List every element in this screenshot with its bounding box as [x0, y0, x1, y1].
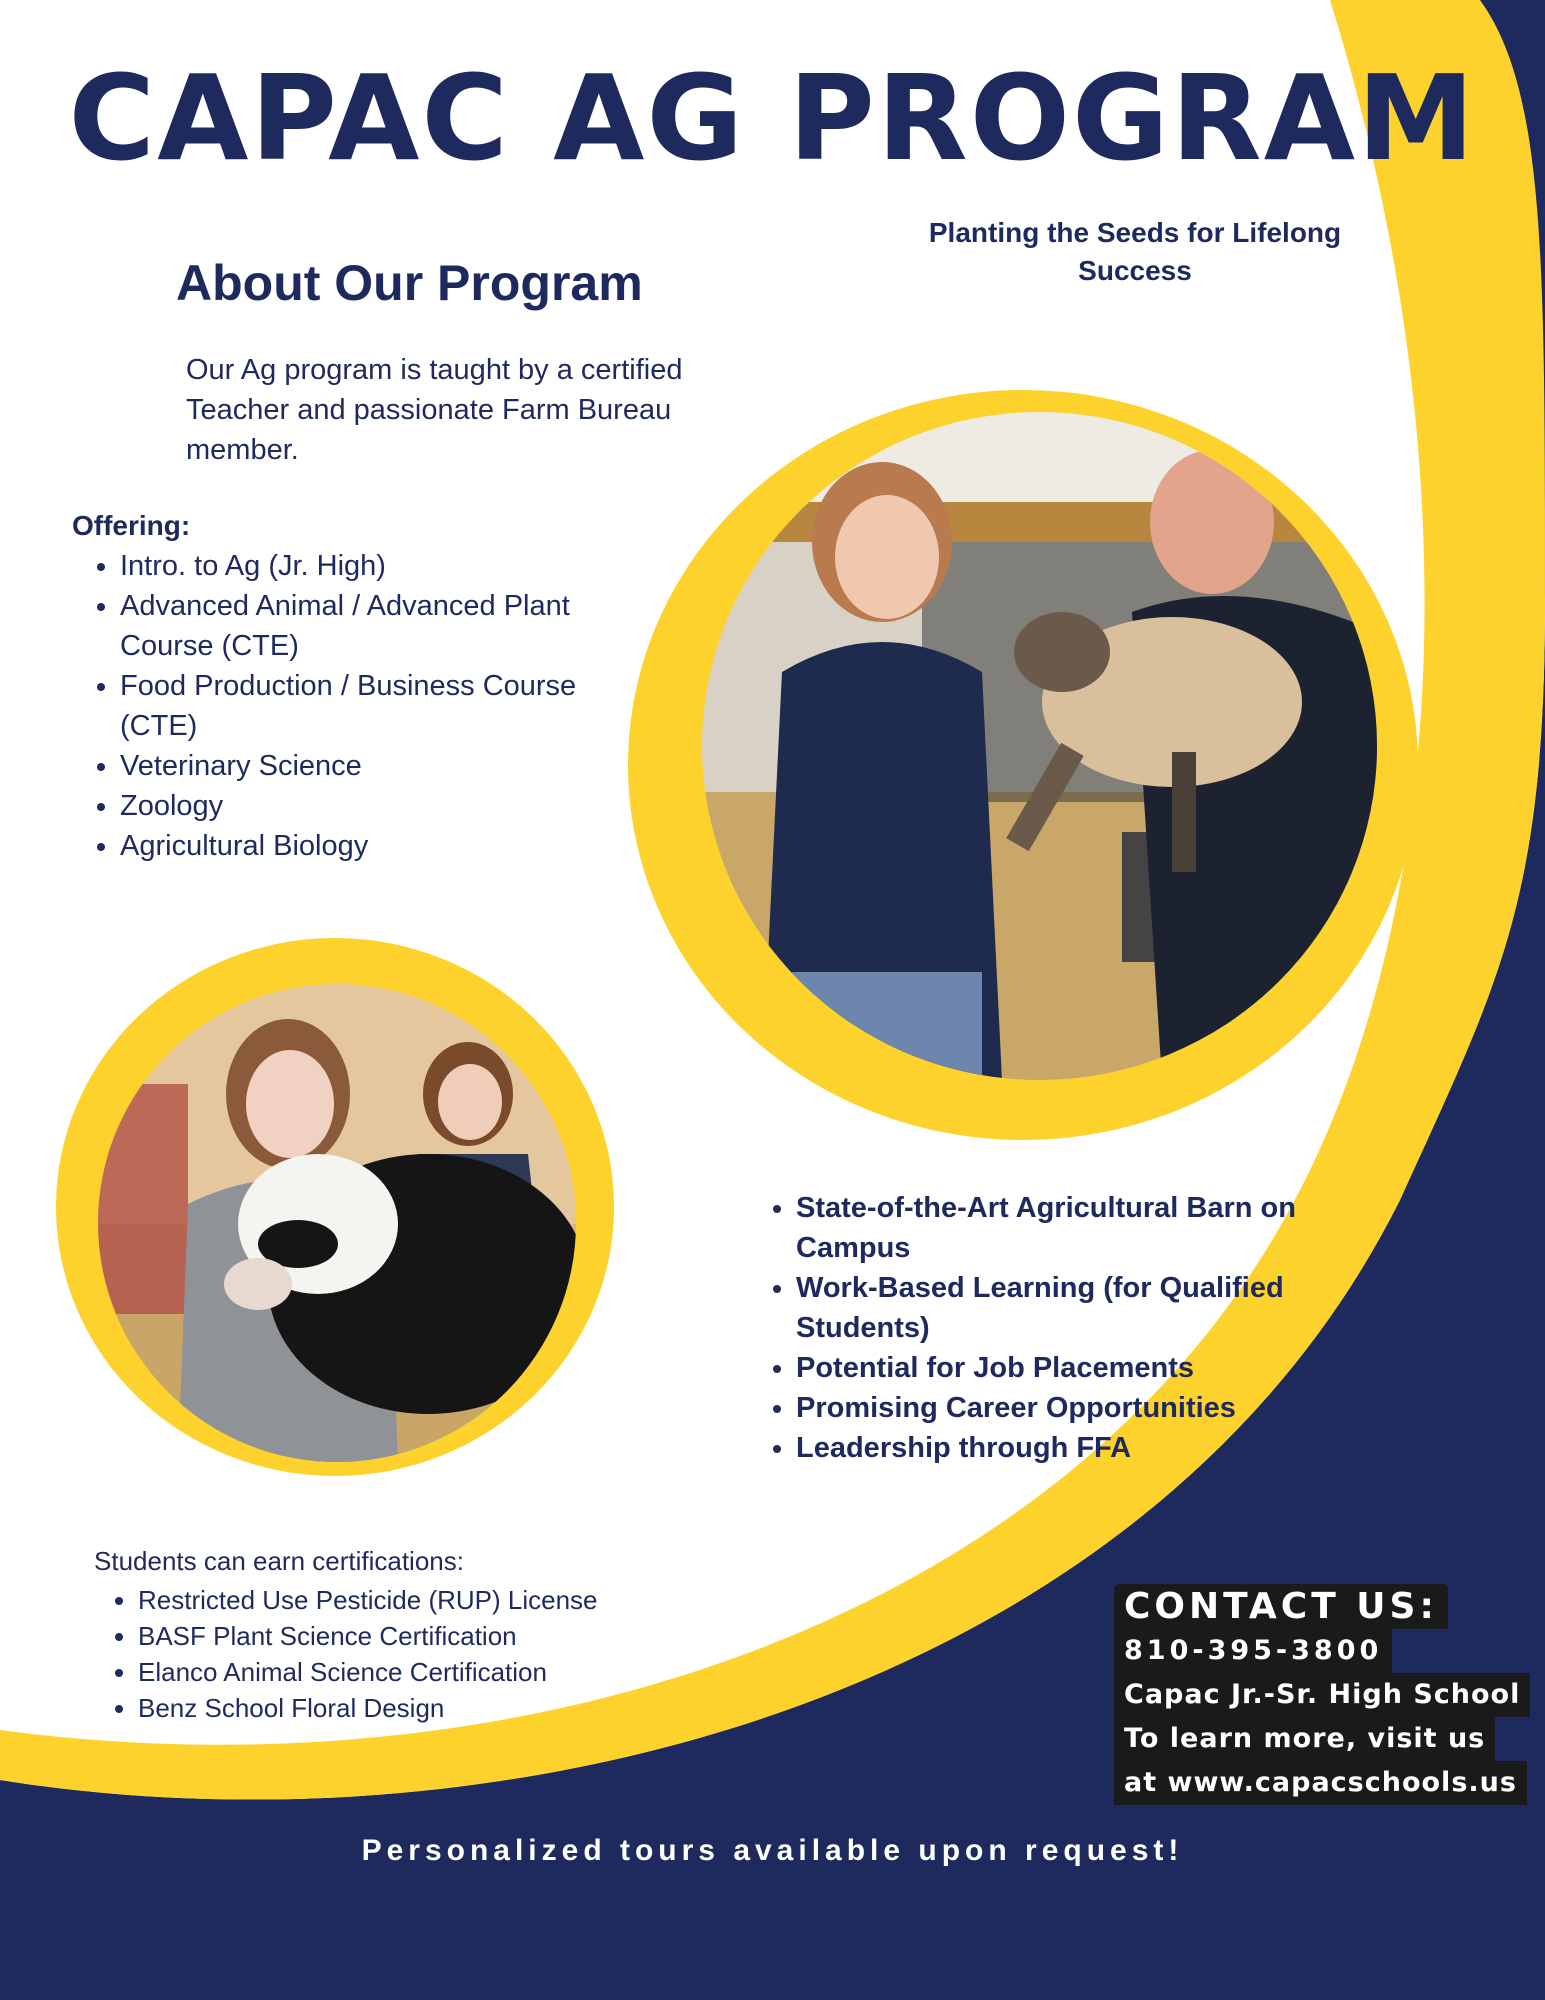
contact-school: Capac Jr.-Sr. High School — [1114, 1673, 1530, 1717]
contact-phone[interactable]: 810-395-3800 — [1114, 1629, 1392, 1673]
about-heading: About Our Program — [176, 255, 643, 311]
photo-student-with-calf-icon — [98, 984, 576, 1462]
list-item: • Benz School Floral Design — [138, 1690, 698, 1726]
list-item: • Elanco Animal Science Certification — [138, 1654, 698, 1690]
benefits-list — [760, 1188, 1396, 1468]
list-item: • Intro. to Ag (Jr. High) — [120, 546, 640, 586]
offering-heading: Offering: — [72, 510, 191, 541]
list-item: • BASF Plant Science Certification — [138, 1618, 698, 1654]
list-item: • Promising Career Opportunities — [796, 1388, 1396, 1428]
contact-block — [1114, 1584, 1530, 1805]
certifications-heading: Students can earn certifications: — [94, 1546, 464, 1576]
list-item: • Agricultural Biology — [120, 826, 640, 866]
offering-list — [86, 546, 640, 866]
footer-note: Personalized tours available upon request! — [361, 1834, 1184, 1867]
about-body: Our Ag program is taught by a certified Teacher and passionate Farm Bureau member. — [186, 354, 683, 466]
page-title: CAPAC AG PROGRAM — [68, 49, 1477, 187]
tagline: Planting the Seeds for Lifelong Success — [928, 217, 1342, 286]
list-item: • Work-Based Learning (for Qualified Students) — [796, 1268, 1396, 1348]
contact-heading: CONTACT US: — [1114, 1584, 1448, 1629]
list-item: • Restricted Use Pesticide (RUP) License — [138, 1582, 698, 1618]
list-item: • State-of-the-Art Agricultural Barn on Campus — [796, 1188, 1396, 1268]
list-item: • Leadership through FFA — [796, 1428, 1396, 1468]
list-item: • Food Production / Business Course (CTE) — [120, 666, 640, 746]
contact-website[interactable]: at www.capacschools.us — [1114, 1761, 1527, 1805]
list-item: • Potential for Job Placements — [796, 1348, 1396, 1388]
list-item: • Veterinary Science — [120, 746, 640, 786]
certifications-list — [108, 1582, 698, 1726]
list-item: • Zoology — [120, 786, 640, 826]
photo-student-with-lamb-icon — [702, 412, 1377, 1080]
contact-learn-more: To learn more, visit us — [1114, 1717, 1495, 1761]
list-item: • Advanced Animal / Advanced Plant Course (CTE) — [120, 586, 640, 666]
